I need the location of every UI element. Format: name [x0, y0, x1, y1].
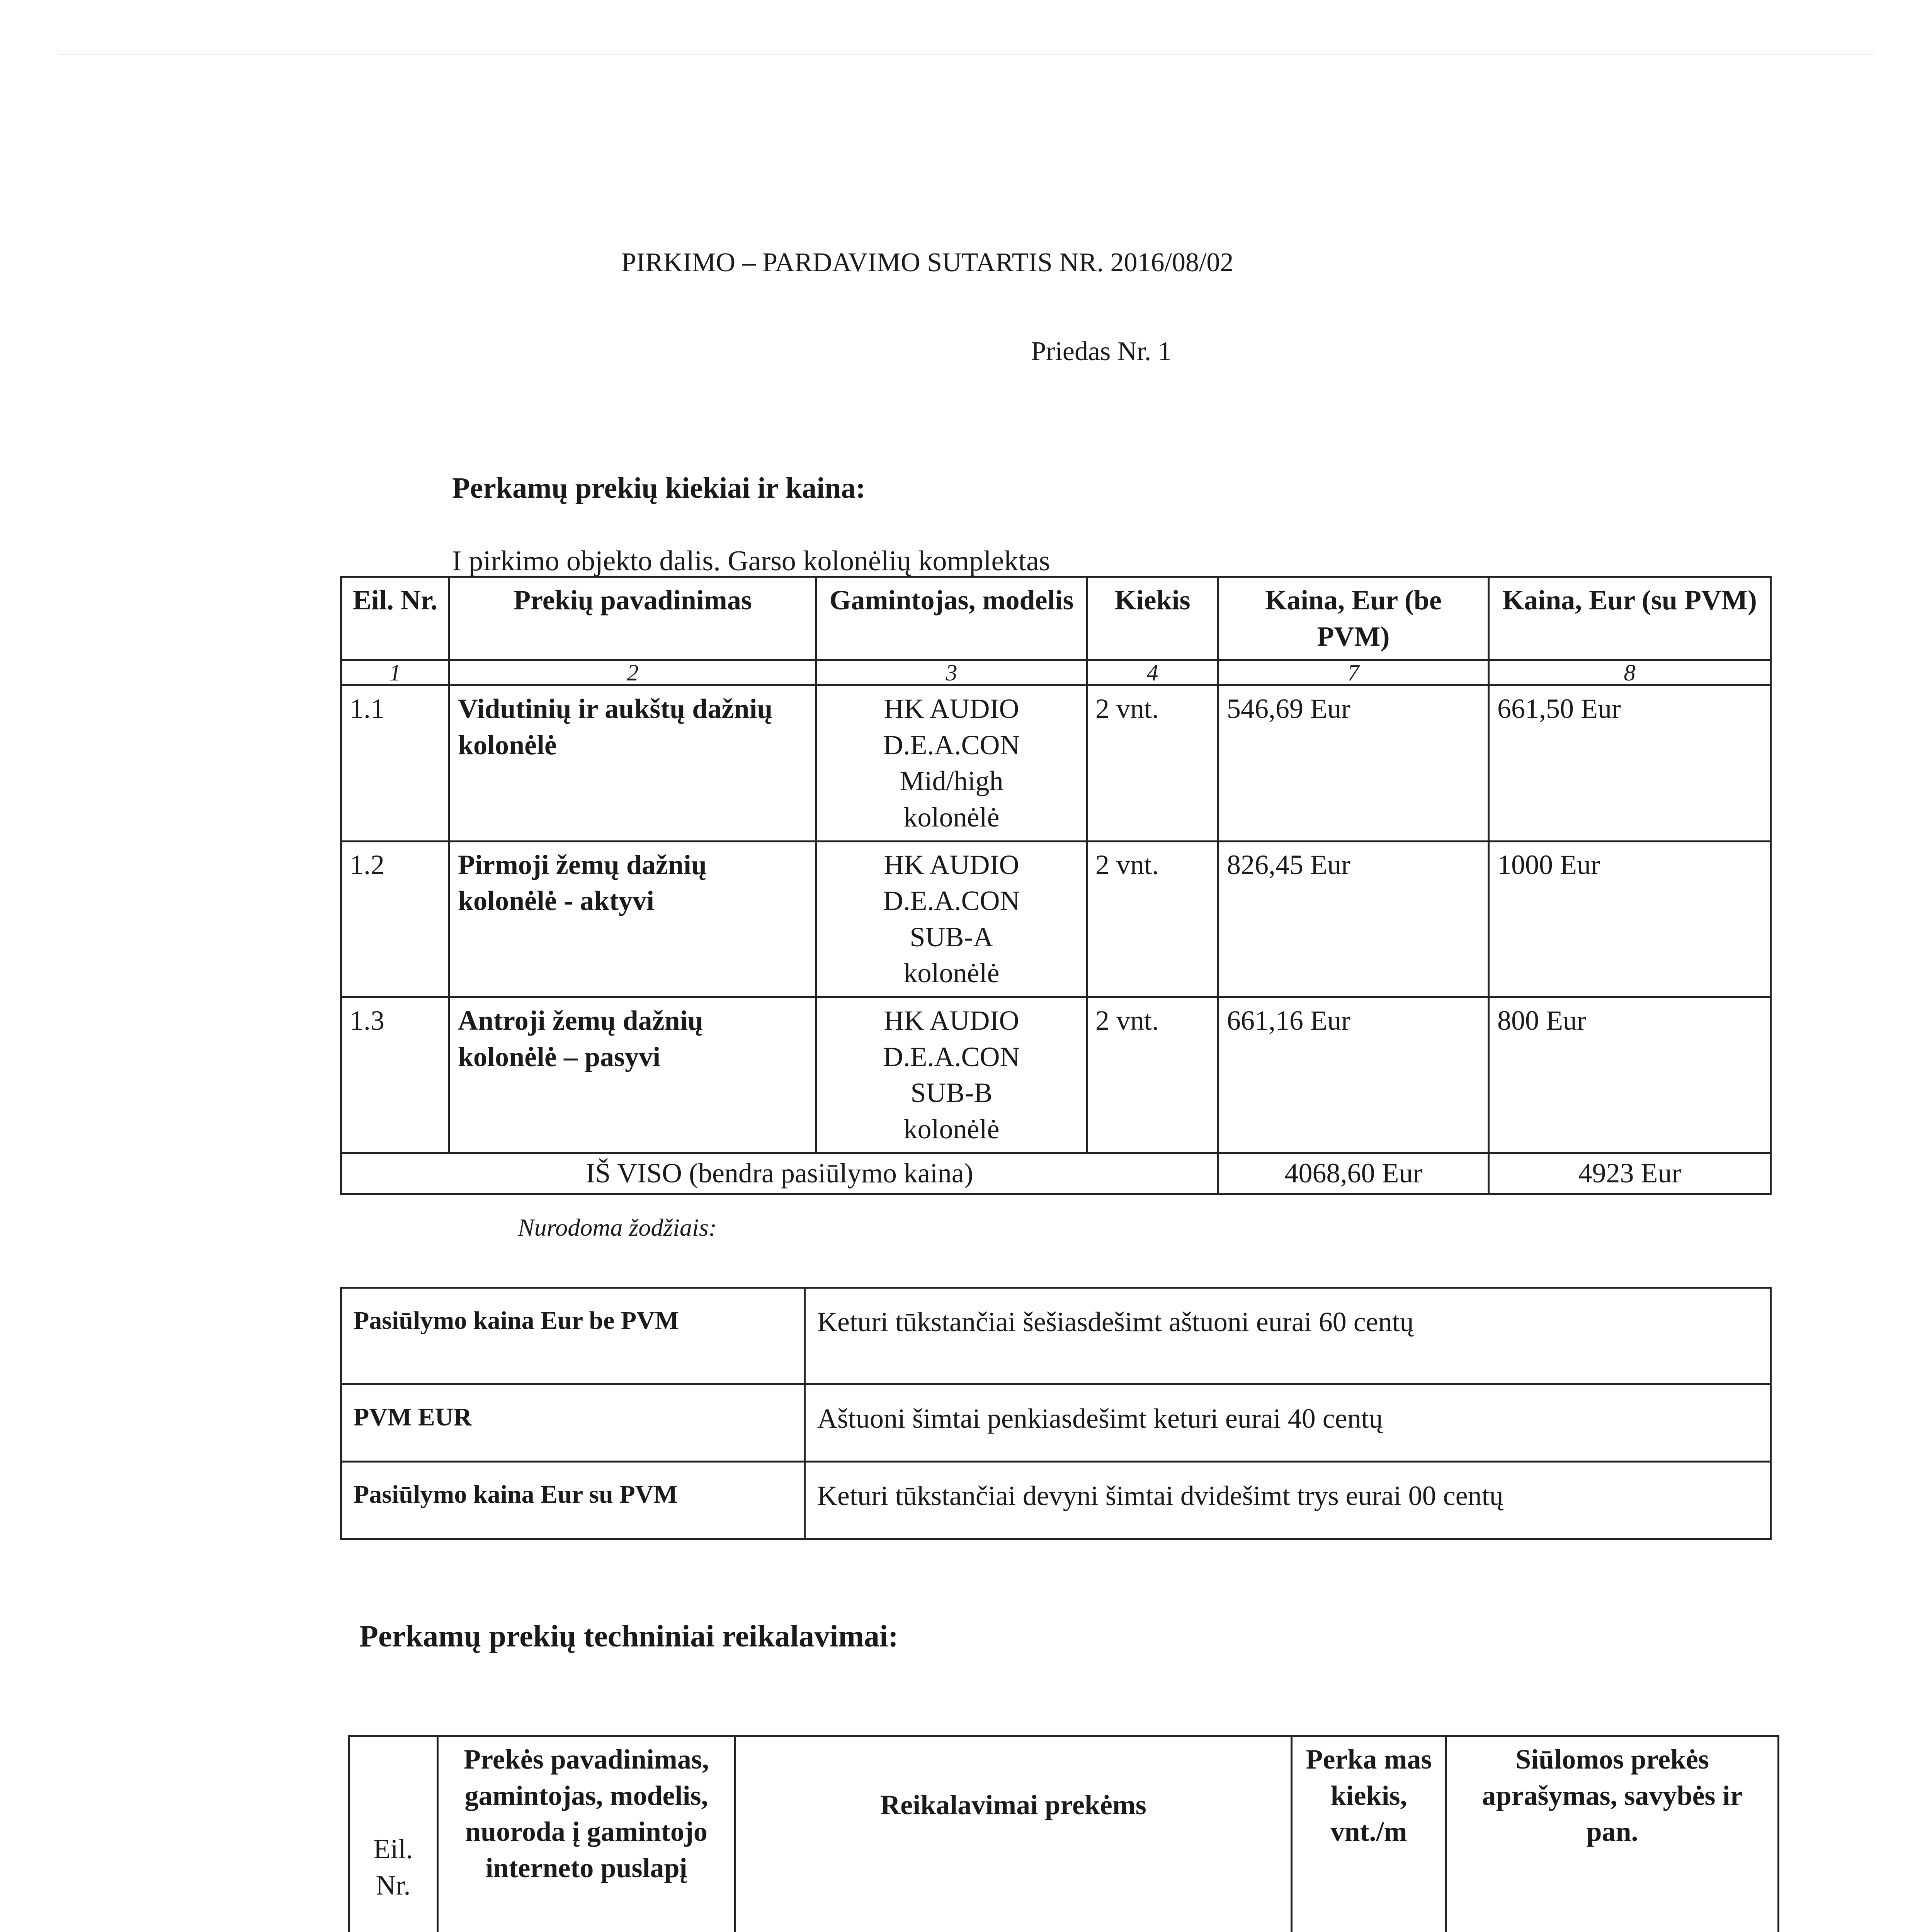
header-price-vat: Kaina, Eur (su PVM)	[1489, 577, 1771, 660]
summary-label: Pasiūlymo kaina Eur be PVM	[341, 1288, 805, 1384]
index-cell: 1	[341, 660, 449, 685]
row-nr: 1.2	[341, 841, 449, 997]
row-qty: 2 vnt.	[1087, 685, 1218, 841]
price-table	[340, 576, 1772, 1195]
index-cell: 4	[1087, 660, 1218, 685]
total-label: IŠ VISO (bendra pasiūlymo kaina)	[341, 1153, 1218, 1194]
row-name: Pirmoji žemų dažnių kolonėlė - aktyvi	[449, 841, 816, 997]
header-nr: Eil. Nr.	[341, 577, 449, 660]
row-maker: HK AUDIO D.E.A.CON SUB-A kolonėlė	[816, 841, 1087, 997]
column-index-row	[341, 660, 1771, 685]
table-row	[341, 997, 1771, 1153]
section2-heading: Perkamų prekių techniniai reikalavimai:	[359, 1619, 898, 1653]
part-heading: I pirkimo objekto dalis. Garso kolonėlių komplektas	[452, 545, 1050, 577]
row-qty: 2 vnt.	[1087, 997, 1218, 1153]
header-qty: Kiekis	[1087, 577, 1218, 660]
section1-heading: Perkamų prekių kiekiai ir kaina:	[452, 472, 866, 504]
total-price-vat: 4923 Eur	[1489, 1153, 1771, 1194]
header-nr: Eil. Nr.	[349, 1736, 438, 1932]
row-name: Vidutinių ir aukštų dažnių kolonėlė	[449, 685, 816, 841]
row-price: 661,16 Eur	[1218, 997, 1489, 1153]
requirements-header	[349, 1736, 1779, 1932]
total-row	[341, 1153, 1771, 1194]
row-maker: HK AUDIO D.E.A.CON Mid/high kolonėlė	[816, 685, 1087, 841]
summary-label: Pasiūlymo kaina Eur su PVM	[341, 1462, 805, 1539]
total-price: 4068,60 Eur	[1218, 1153, 1489, 1194]
summary-label: PVM EUR	[341, 1384, 805, 1462]
price-in-words-table	[340, 1287, 1772, 1540]
header-requirements: Reikalavimai prekėms	[735, 1736, 1292, 1932]
summary-row	[341, 1288, 1771, 1384]
index-cell: 7	[1218, 660, 1489, 685]
requirements-table	[348, 1735, 1779, 1932]
row-price-vat: 1000 Eur	[1489, 841, 1771, 997]
summary-row	[341, 1462, 1771, 1539]
row-nr: 1.3	[341, 997, 449, 1153]
appendix-number: Priedas Nr. 1	[1031, 337, 1172, 366]
index-cell: 2	[449, 660, 816, 685]
row-name: Antroji žemų dažnių kolonėlė – pasyvi	[449, 997, 816, 1153]
index-cell: 8	[1489, 660, 1771, 685]
index-cell: 3	[816, 660, 1087, 685]
row-price-vat: 800 Eur	[1489, 997, 1771, 1153]
price-table-header	[341, 577, 1771, 660]
row-nr: 1.1	[341, 685, 449, 841]
row-price: 826,45 Eur	[1218, 841, 1489, 997]
summary-value: Keturi tūkstančiai šešiasdešimt aštuoni eurai 60 centų	[805, 1288, 1771, 1384]
contract-title: PIRKIMO – PARDAVIMO SUTARTIS NR. 2016/08/02	[621, 248, 1234, 277]
row-qty: 2 vnt.	[1087, 841, 1218, 997]
header-qty: Perka mas kiekis, vnt./m	[1292, 1736, 1446, 1932]
row-price: 546,69 Eur	[1218, 685, 1489, 841]
summary-value: Keturi tūkstančiai devyni šimtai dvidešimt trys eurai 00 centų	[805, 1462, 1771, 1539]
header-price: Kaina, Eur (be PVM)	[1218, 577, 1489, 660]
row-maker: HK AUDIO D.E.A.CON SUB-B kolonėlė	[816, 997, 1087, 1153]
summary-value: Aštuoni šimtai penkiasdešimt keturi eurai 40 centų	[805, 1384, 1771, 1462]
table-row	[341, 685, 1771, 841]
table-row	[341, 841, 1771, 997]
scan-edge-line	[58, 54, 1874, 55]
row-price-vat: 661,50 Eur	[1489, 685, 1771, 841]
header-maker: Gamintojas, modelis	[816, 577, 1087, 660]
summary-row	[341, 1384, 1771, 1462]
header-name: Prekės pavadinimas, gamintojas, modelis, nuoroda į gamintojo interneto puslapį	[438, 1736, 735, 1932]
words-note: Nurodoma žodžiais:	[518, 1214, 717, 1241]
header-name: Prekių pavadinimas	[449, 577, 816, 660]
header-description: Siūlomos prekės aprašymas, savybės ir pan.	[1446, 1736, 1779, 1932]
